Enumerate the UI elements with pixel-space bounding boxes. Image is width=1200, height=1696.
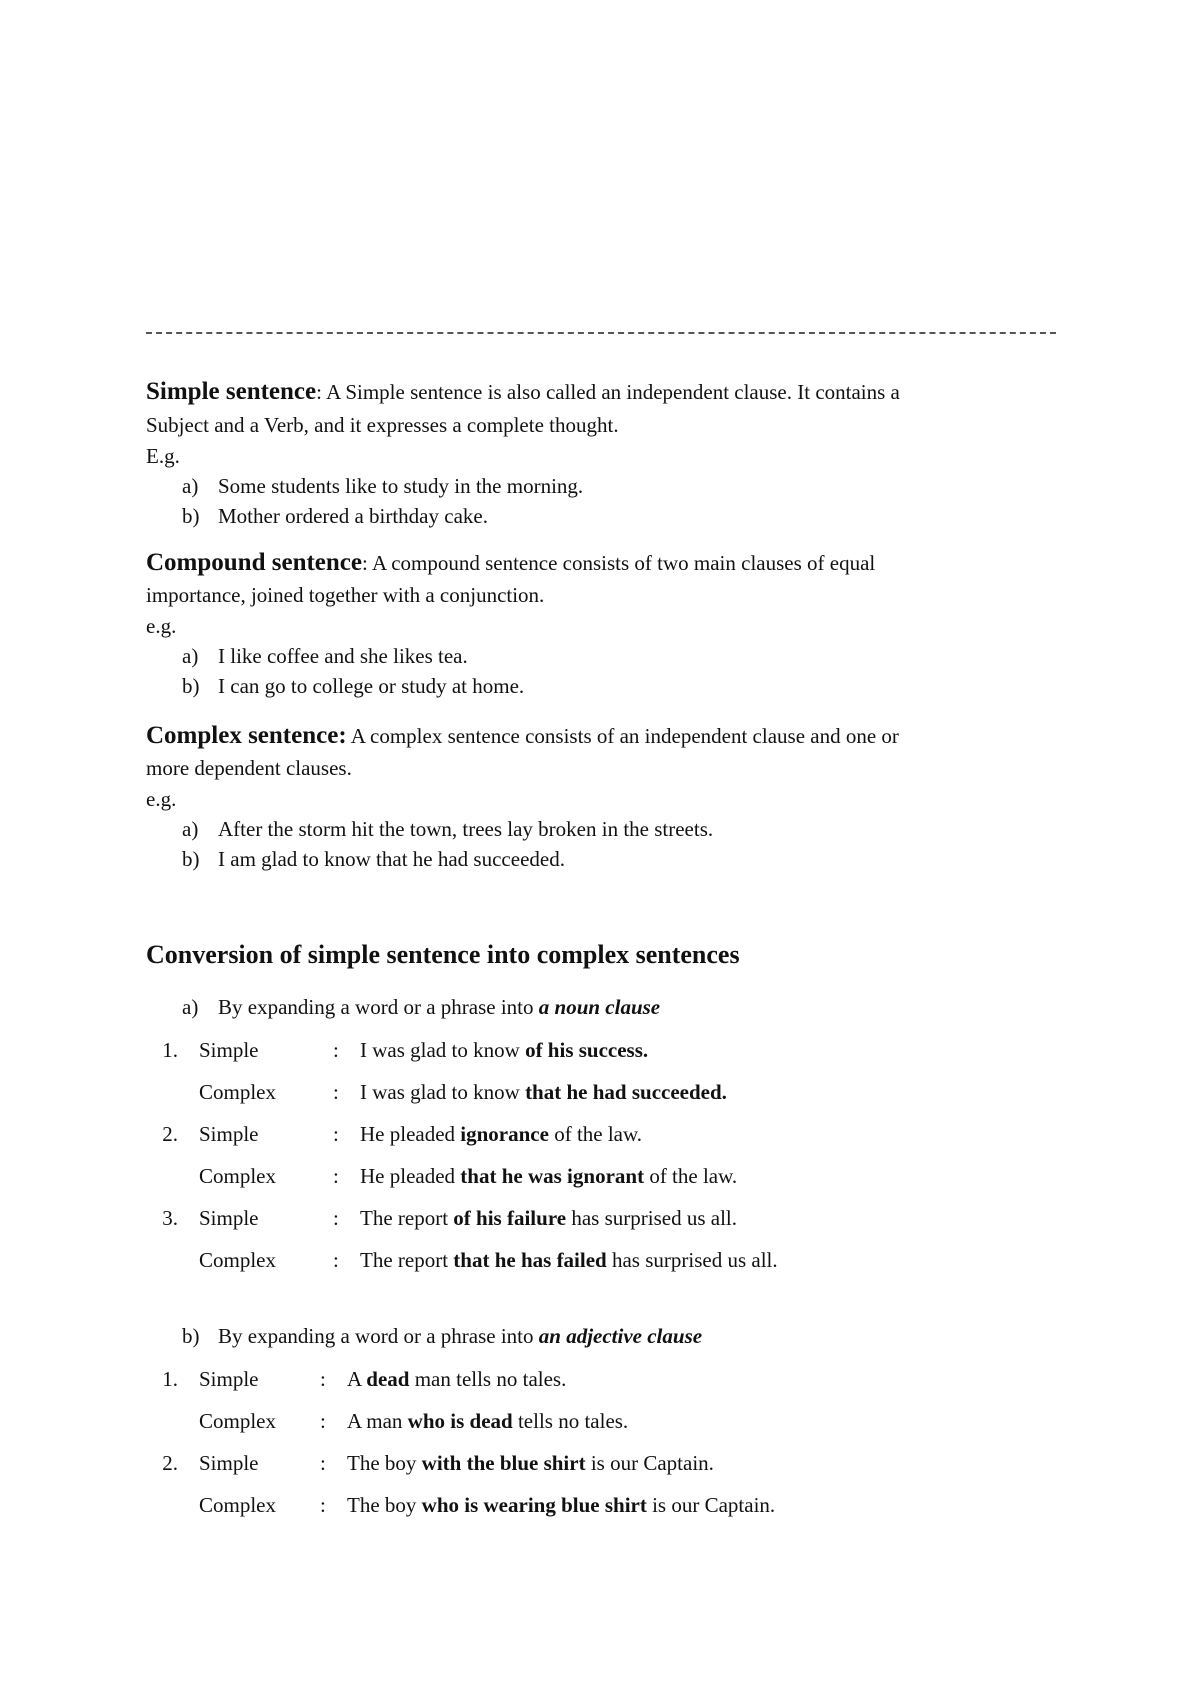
colon: : [320, 1367, 326, 1391]
noun-item-2-complex-label: Complex [199, 1164, 276, 1188]
simple-term: Simple sentence [146, 378, 317, 405]
noun-clause-intro: a) By expanding a word or a phrase into a noun clause [182, 995, 661, 1019]
adjective-item-2-complex-label: Complex [199, 1493, 276, 1517]
adjective-item-2-simple-label: Simple [199, 1451, 259, 1475]
noun-item-2-number: 2. [162, 1122, 178, 1146]
complex-definition-line1: Complex sentence: A complex sentence consists of an independent clause and one or [146, 722, 899, 749]
compound-term: Compound sentence [146, 549, 362, 576]
adjective-item-1-simple-sentence: A dead man tells no tales. [347, 1367, 567, 1391]
noun-item-3-complex-label: Complex [199, 1248, 276, 1272]
noun-item-2-simple-sentence: He pleaded ignorance of the law. [360, 1122, 643, 1146]
colon: : [333, 1038, 339, 1062]
simple-eg-label: E.g. [146, 444, 180, 468]
adjective-item-1-simple-label: Simple [199, 1367, 259, 1391]
noun-item-1-complex-sentence: I was glad to know that he had succeeded. [360, 1080, 727, 1104]
complex-definition-line2: more dependent clauses. [146, 756, 352, 780]
complex-example-a: a) After the storm hit the town, trees lay broken in the streets. [182, 817, 714, 841]
simple-example-b: b) Mother ordered a birthday cake. [182, 504, 488, 528]
colon: : [333, 1206, 339, 1230]
colon: : [320, 1451, 326, 1475]
complex-example-b: b) I am glad to know that he had succeeded. [182, 847, 565, 871]
noun-item-2-complex-sentence: He pleaded that he was ignorant of the law. [360, 1164, 738, 1188]
compound-example-b: b) I can go to college or study at home. [182, 674, 525, 698]
adjective-item-1-number: 1. [162, 1367, 178, 1391]
noun-item-2-simple-label: Simple [199, 1122, 259, 1146]
compound-definition-line1: Compound sentence: A compound sentence consists of two main clauses of equal [146, 549, 876, 576]
complex-term: Complex sentence: [146, 722, 347, 749]
simple-example-a: a) Some students like to study in the morning. [182, 474, 584, 498]
complex-eg-label: e.g. [146, 787, 177, 811]
simple-definition-line2: Subject and a Verb, and it expresses a complete thought. [146, 413, 619, 437]
noun-item-1-simple-label: Simple [199, 1038, 259, 1062]
simple-definition-line1: Simple sentence: A Simple sentence is also called an independent clause. It contains a [146, 378, 900, 405]
compound-eg-label: e.g. [146, 614, 177, 638]
colon: : [333, 1080, 339, 1104]
conversion-title: Conversion of simple sentence into complex sentences [146, 940, 740, 969]
compound-definition-line2: importance, joined together with a conjunction. [146, 583, 545, 607]
noun-item-1-complex-label: Complex [199, 1080, 276, 1104]
adjective-clause-intro: b) By expanding a word or a phrase into an adjective clause [182, 1324, 703, 1348]
noun-item-3-complex-sentence: The report that he has failed has surprised us all. [360, 1248, 778, 1272]
noun-item-3-simple-label: Simple [199, 1206, 259, 1230]
noun-item-3-simple-sentence: The report of his failure has surprised us all. [360, 1206, 737, 1230]
adjective-item-1-complex-sentence: A man who is dead tells no tales. [347, 1409, 629, 1433]
dashed-divider [146, 332, 1056, 334]
colon: : [333, 1248, 339, 1272]
colon: : [333, 1122, 339, 1146]
adjective-item-1-complex-label: Complex [199, 1409, 276, 1433]
adjective-item-2-simple-sentence: The boy with the blue shirt is our Captain. [347, 1451, 714, 1475]
noun-item-3-number: 3. [162, 1206, 178, 1230]
colon: : [320, 1493, 326, 1517]
noun-item-1-simple-sentence: I was glad to know of his success. [360, 1038, 649, 1062]
colon: : [320, 1409, 326, 1433]
noun-item-1-number: 1. [162, 1038, 178, 1062]
colon: : [333, 1164, 339, 1188]
compound-example-a: a) I like coffee and she likes tea. [182, 644, 468, 668]
adjective-item-2-complex-sentence: The boy who is wearing blue shirt is our Captain. [347, 1493, 776, 1517]
adjective-item-2-number: 2. [162, 1451, 178, 1475]
